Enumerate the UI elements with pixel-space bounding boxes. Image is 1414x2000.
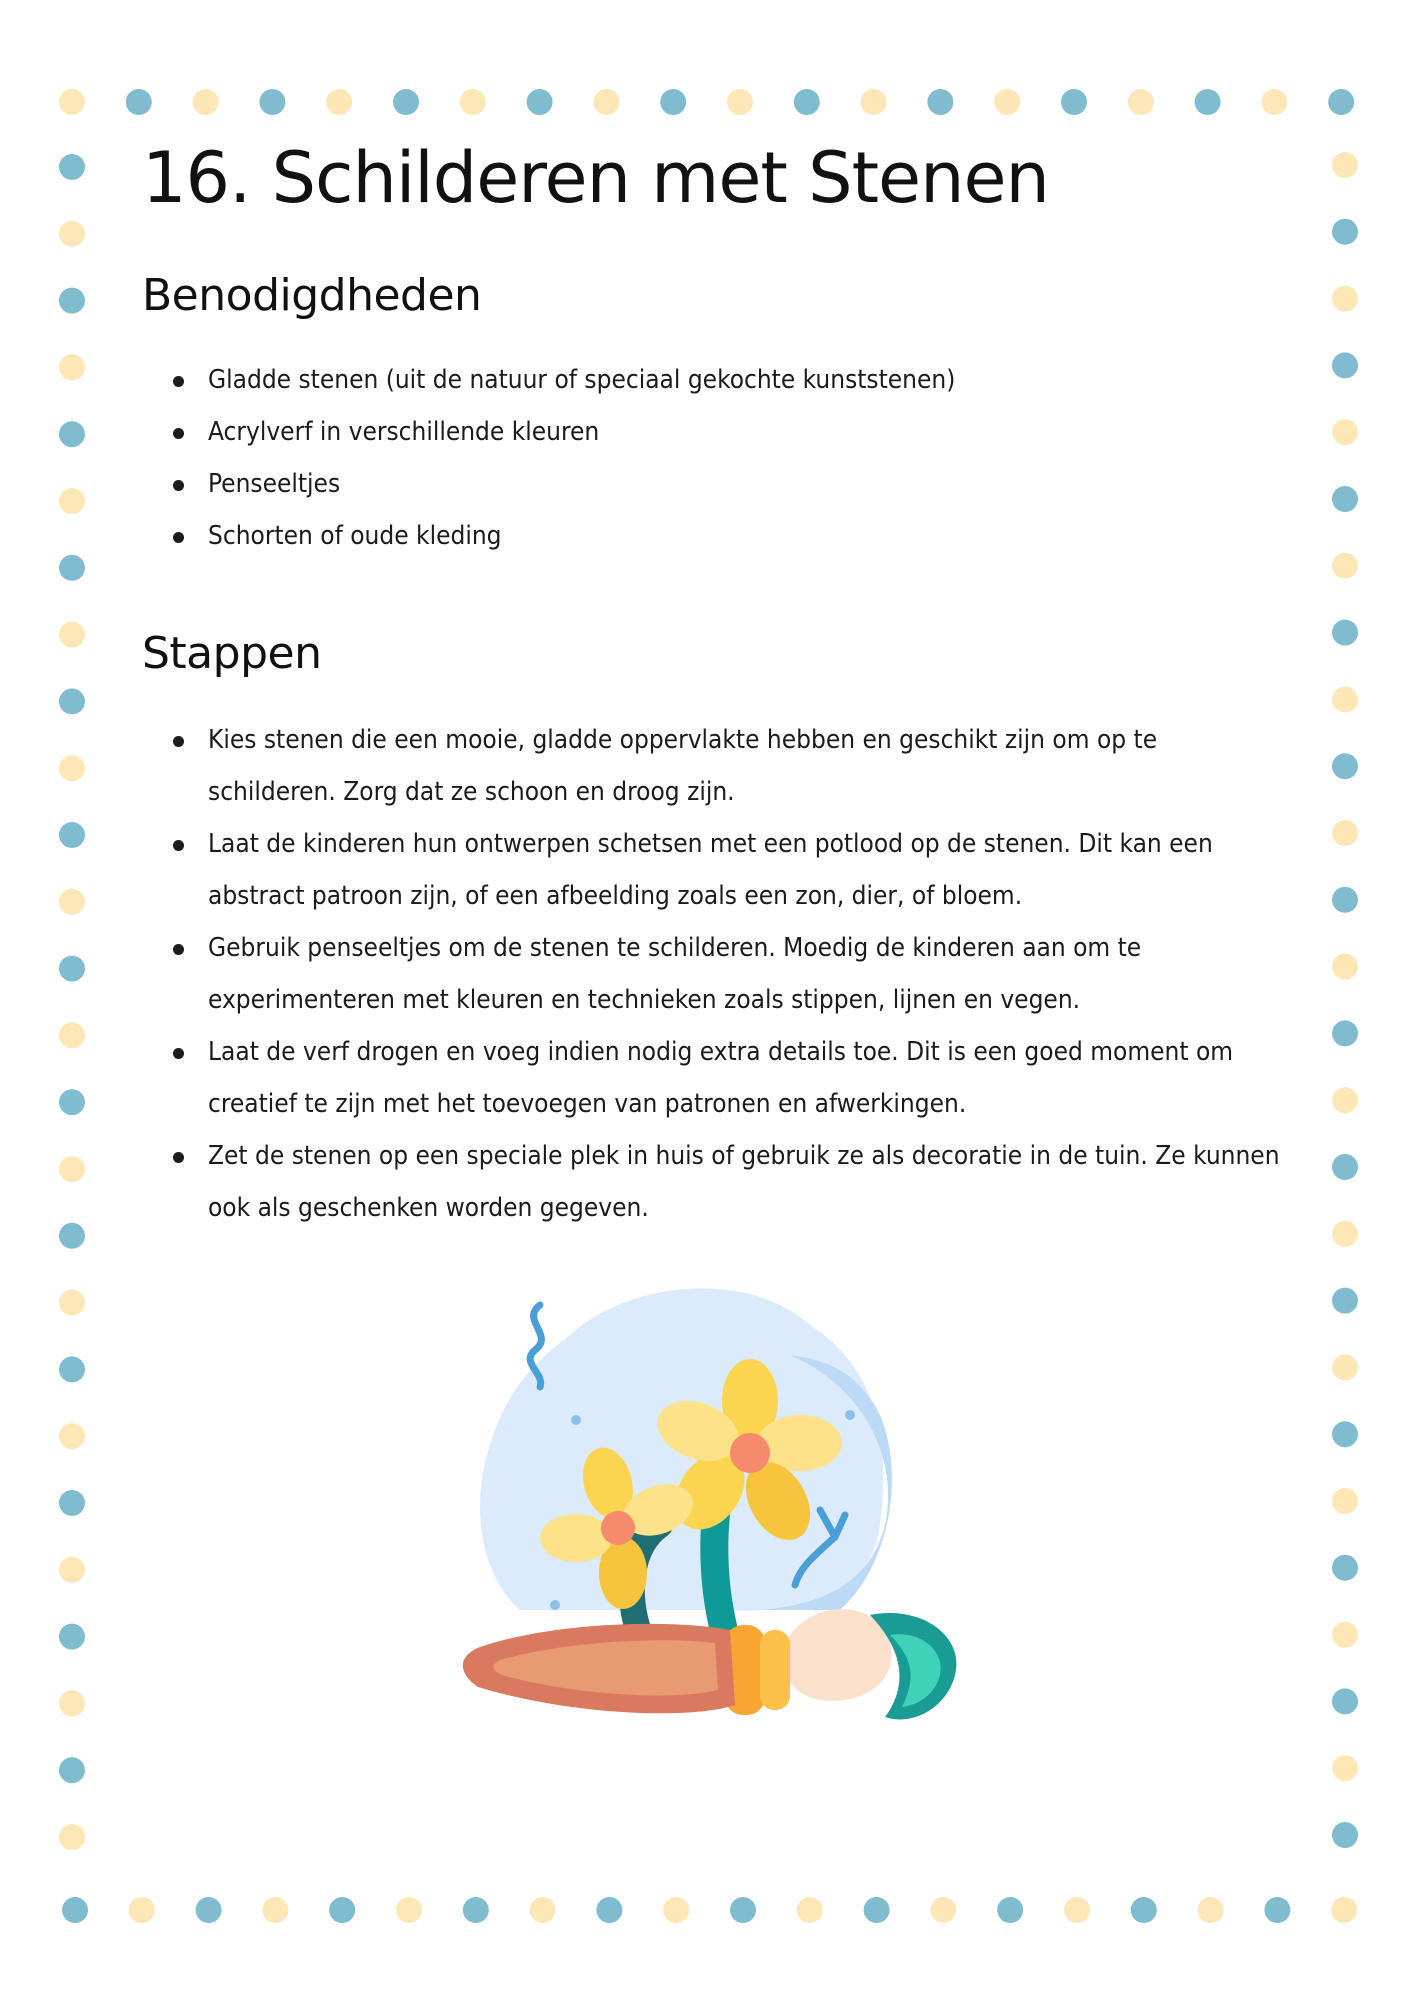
border-dot [1332, 352, 1358, 378]
border-dot [1331, 1897, 1357, 1923]
border-dot [126, 89, 152, 115]
border-dot [193, 89, 219, 115]
steps-heading: Stappen [142, 628, 322, 679]
border-dot [59, 1490, 85, 1516]
border-dot [1332, 553, 1358, 579]
border-dot [59, 1089, 85, 1115]
border-dot [994, 89, 1020, 115]
border-dot [329, 1897, 355, 1923]
materials-heading: Benodigdheden [142, 270, 482, 321]
border-dot [59, 288, 85, 314]
border-dot [1332, 686, 1358, 712]
border-dot [1332, 419, 1358, 445]
border-dot [1332, 1488, 1358, 1514]
border-dot [59, 1690, 85, 1716]
border-dot [1332, 954, 1358, 980]
border-dot [59, 889, 85, 915]
border-dot [1332, 1755, 1358, 1781]
border-dot [730, 1897, 756, 1923]
border-dot [59, 1223, 85, 1249]
border-dot [59, 956, 85, 982]
border-dot [1332, 1688, 1358, 1714]
border-dot [1332, 1020, 1358, 1046]
border-dot [593, 89, 619, 115]
border-dot [59, 688, 85, 714]
border-dot [930, 1897, 956, 1923]
border-dot [997, 1897, 1023, 1923]
border-dot [1061, 89, 1087, 115]
border-dot [59, 1757, 85, 1783]
page-content [142, 128, 1282, 1234]
list-item: Acrylverf in verschillende kleuren [142, 406, 1282, 458]
border-dot [1195, 89, 1221, 115]
border-dot [1332, 1354, 1358, 1380]
border-dot [1332, 219, 1358, 245]
border-dot [59, 1423, 85, 1449]
border-dot [663, 1897, 689, 1923]
border-dot [393, 89, 419, 115]
border-dot [861, 89, 887, 115]
border-dot [1332, 753, 1358, 779]
page-title: 16. Schilderen met Stenen [142, 137, 1049, 219]
border-dot [59, 1022, 85, 1048]
border-dot [927, 89, 953, 115]
border-dot [59, 1824, 85, 1850]
list-item: Laat de verf drogen en voeg indien nodig extra details toe. Dit is een goed moment om creatief te zijn met het toevoegen van patronen en afwerkingen. [142, 1026, 1282, 1130]
paintbrush-flowers-icon [460, 1275, 960, 1755]
border-dot [59, 1156, 85, 1182]
border-dot [1332, 1822, 1358, 1848]
border-dot [259, 89, 285, 115]
border-dot [1332, 820, 1358, 846]
border-dot [326, 89, 352, 115]
list-item: Gebruik penseeltjes om de stenen te schilderen. Moedig de kinderen aan om te experimenteren met kleuren en technieken zoals stippen, lijnen en vegen. [142, 922, 1282, 1026]
materials-list [142, 354, 1282, 562]
border-dot [1332, 486, 1358, 512]
border-dot [62, 1897, 88, 1923]
list-item: Gladde stenen (uit de natuur of speciaal gekochte kunststenen) [142, 354, 1282, 406]
border-dot [1332, 286, 1358, 312]
border-dot [59, 221, 85, 247]
list-item: Zet de stenen op een speciale plek in huis of gebruik ze als decoratie in de tuin. Ze kunnen ook als geschenken worden gegeven. [142, 1130, 1282, 1234]
list-item: Laat de kinderen hun ontwerpen schetsen met een potlood op de stenen. Dit kan een abstract patroon zijn, of een afbeelding zoals een zon, dier, of bloem. [142, 818, 1282, 922]
border-dot [59, 488, 85, 514]
border-dot [59, 555, 85, 581]
list-item: Kies stenen die een mooie, gladde oppervlakte hebben en geschikt zijn om op te schilderen. Zorg dat ze schoon en droog zijn. [142, 714, 1282, 818]
list-item: Schorten of oude kleding [142, 510, 1282, 562]
border-dot [59, 622, 85, 648]
border-dot [1128, 89, 1154, 115]
border-dot [1198, 1897, 1224, 1923]
steps-list [142, 714, 1282, 1234]
border-dot [59, 89, 85, 115]
border-dot [59, 1624, 85, 1650]
border-dot [1332, 887, 1358, 913]
border-dot [59, 822, 85, 848]
border-dot [1131, 1897, 1157, 1923]
border-dot [794, 89, 820, 115]
border-dot [1261, 89, 1287, 115]
border-dot [1332, 1421, 1358, 1447]
border-dot [59, 354, 85, 380]
border-dot [1332, 1087, 1358, 1113]
border-dot [527, 89, 553, 115]
border-dot [59, 154, 85, 180]
border-dot [1064, 1897, 1090, 1923]
border-dot [797, 1897, 823, 1923]
border-dot [59, 755, 85, 781]
border-dot [530, 1897, 556, 1923]
border-dot [59, 421, 85, 447]
border-dot [1332, 1154, 1358, 1180]
border-dot [1332, 1555, 1358, 1581]
border-dot [1332, 1221, 1358, 1247]
border-dot [1332, 620, 1358, 646]
border-dot [59, 1356, 85, 1382]
border-dot [396, 1897, 422, 1923]
border-dot [660, 89, 686, 115]
border-dot [1332, 1622, 1358, 1648]
border-dot [129, 1897, 155, 1923]
border-dot [727, 89, 753, 115]
border-dot [1332, 152, 1358, 178]
border-dot [59, 1557, 85, 1583]
border-dot [196, 1897, 222, 1923]
list-item: Penseeltjes [142, 458, 1282, 510]
border-dot [460, 89, 486, 115]
border-dot [1264, 1897, 1290, 1923]
border-dot [262, 1897, 288, 1923]
border-dot [596, 1897, 622, 1923]
border-dot [864, 1897, 890, 1923]
border-dot [1332, 1288, 1358, 1314]
border-dot [1328, 89, 1354, 115]
border-dot [463, 1897, 489, 1923]
border-dot [59, 1290, 85, 1316]
